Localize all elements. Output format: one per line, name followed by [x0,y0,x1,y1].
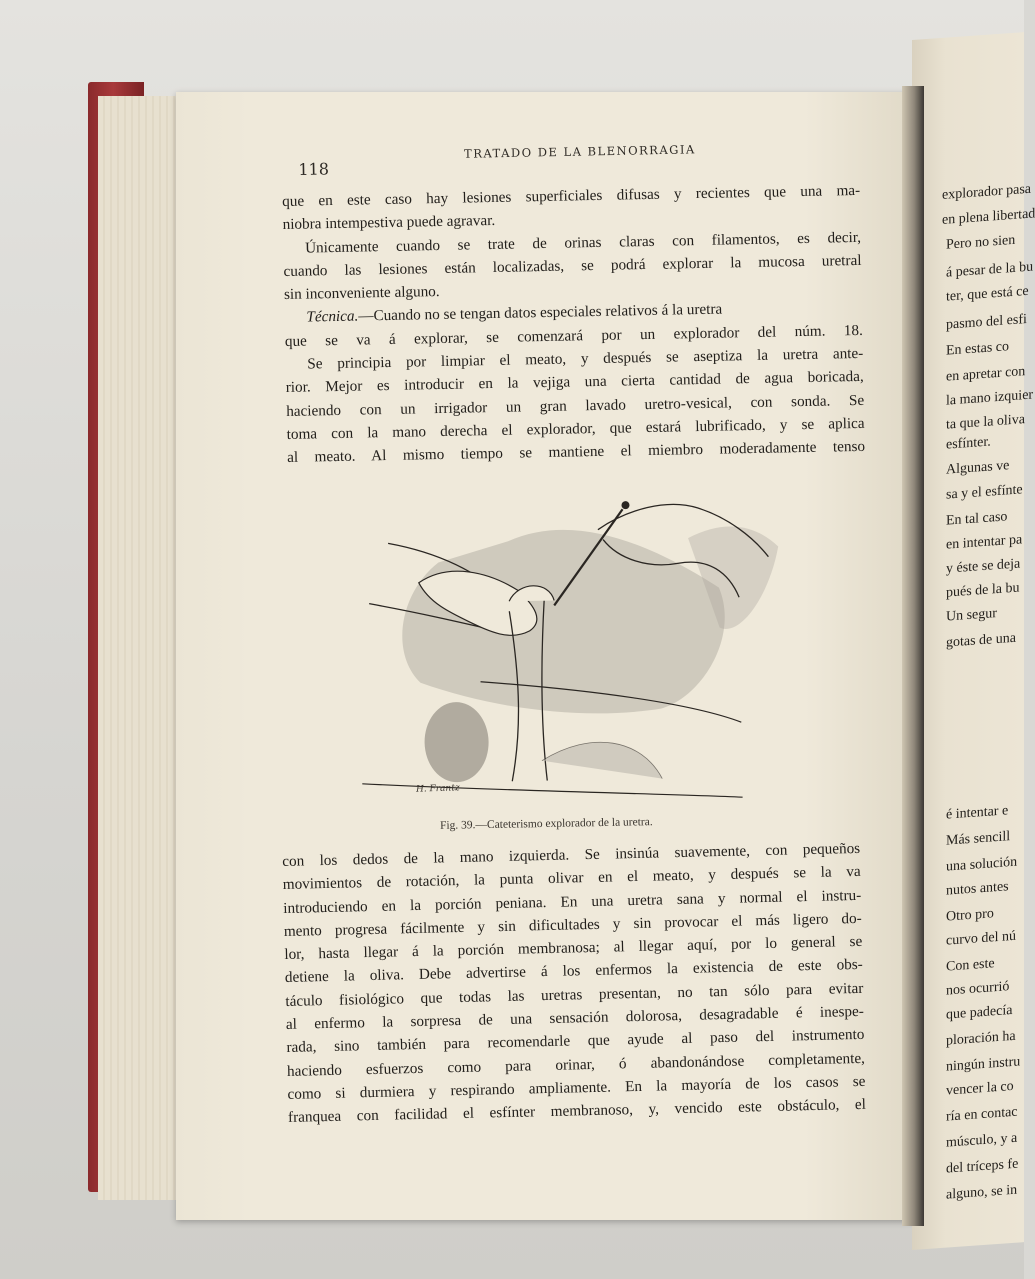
right-page-line: en apretar con [946,364,1026,385]
text-line: como si durmiera y respirando ampliamente. En la mayoría de los casos se [287,1072,866,1103]
right-page-line: sa y el esfínte [946,482,1023,503]
right-page-line: En estas co [946,339,1009,359]
tecnica-text: —Cuando no se tengan datos especiales relativos á la uretra [358,301,723,326]
text-line: Únicamente cuando se trate de orinas claras con filamentos, es decir, [304,228,862,257]
text-line: Se principia por limpiar el meato, y después se aseptiza la uretra ante- [307,344,864,373]
right-page-line: á pesar de la bu [946,259,1034,281]
right-page-line: curvo del nú [946,928,1016,949]
right-page-line: nos ocurrió [946,979,1010,999]
right-page-line: esfínter. [946,434,991,453]
right-page-line: Más sencill [946,829,1011,849]
text-line: franquea con facilidad el esfínter membranoso, y, vencido este obstáculo, el [287,1096,867,1127]
right-page-line: y éste se deja [946,556,1021,577]
text-line: niobra intempestiva puede agravar. [282,212,496,234]
text-line: detiene la oliva. Debe advertirse á los enfermos la existencia de este obs- [284,956,863,987]
text-line: táculo fisiológico que todas las uretras presentan, no tan sólo para evitar [285,979,864,1010]
text-line: cuando las lesiones están localizadas, se podrá explorar la mucosa uretral [283,251,862,280]
right-page-line: en intentar pa [946,532,1023,553]
text-line: al enfermo la sorpresa de una sensación dolorosa, desagradable é inespe- [285,1002,865,1034]
text-line: lor, hasta llegar á la porción membranosa; al llegar aquí, por lo general se [284,933,863,964]
right-page-line: Con este [946,956,995,975]
right-page-line: Un segur [946,606,997,625]
text-line: toma con la mano derecha el explorador, que estará lubrificado, y se aplica [286,414,865,443]
right-page-line: ter, que está ce [946,283,1029,305]
right-page-line: pasmo del esfi [946,311,1027,333]
right-page-line: músculo, y a [946,1130,1018,1151]
right-page-line: ploración ha [946,1028,1016,1049]
right-page-line: vencer la co [946,1078,1014,1099]
text-line: que en este caso hay lesiones superficiales difusas y recientes que una ma- [282,181,861,210]
illustrator-signature: H. Frantz [415,783,460,795]
running-head: TRATADO DE LA BLENORRAGIA [463,142,696,161]
right-page-line: ría en contac [946,1104,1018,1125]
text-line: movimientos de rotación, la punta olivar en el meato, y después se la va [282,863,861,894]
right-page [912,32,1035,1250]
right-page-line: nutos antes [946,879,1009,899]
right-page-line: alguno, se in [946,1182,1018,1203]
text-line: mento progresa fácilmente y sin dificultades y sin provocar el más ligero do- [283,909,862,940]
right-page-line: é intentar e [946,803,1009,823]
right-page-line: la mano izquier [946,387,1034,409]
right-page-line: En tal caso [946,509,1008,529]
text-line: al meato. Al mismo tiempo se mantiene el miembro moderadamente tenso [286,438,866,467]
text-line: que se va á explorar, se comenzará por un explorador del núm. 18. [284,321,863,350]
text-block-bottom [282,837,866,1130]
right-page-line: en plena libertad [942,206,1035,228]
text-line: haciendo esfuerzos como para orinar, ó abandonándose completamente, [286,1049,866,1080]
right-page-line: explorador pasa [942,181,1032,203]
right-page-line: gotas de una [946,630,1016,651]
page-number: 118 [298,159,330,179]
right-page-line: Otro pro [946,906,994,925]
book-gutter [902,86,924,1226]
text-line: con los dedos de la mano izquierda. Se insinúa suavemente, con pequeños [282,839,861,870]
tecnica-label: Técnica. [306,308,359,327]
right-page-line: ningún instru [946,1054,1021,1075]
text-line: introduciendo en la porción peniana. En una uretra sana y normal el instru- [283,886,862,917]
text-block-top [282,179,865,470]
right-page-line: que padecía [946,1002,1013,1023]
text-line: rada, sino también para recomendarle que ayude al paso del instrumento [286,1026,865,1057]
figure-caption: Fig. 39.—Cateterismo explorador de la uretra. [439,816,653,832]
text-line: rior. Mejor es introducir en la vejiga una cierta cantidad de agua boricada, [285,368,864,397]
right-page-line: pués de la bu [946,580,1020,601]
right-page-line: ta que la oliva [946,412,1025,433]
right-page-line: Pero no sien [946,232,1016,253]
right-page-line: Algunas ve [946,458,1010,478]
right-page-line: del tríceps fe [946,1156,1019,1177]
text-line: sin inconveniente alguno. [283,283,440,304]
text-line: haciendo con un irrigador un gran lavado uretro-vesical, con sonda. Se [286,391,865,420]
catheterization-illustration [357,476,803,824]
right-page-line: una solución [946,854,1018,875]
